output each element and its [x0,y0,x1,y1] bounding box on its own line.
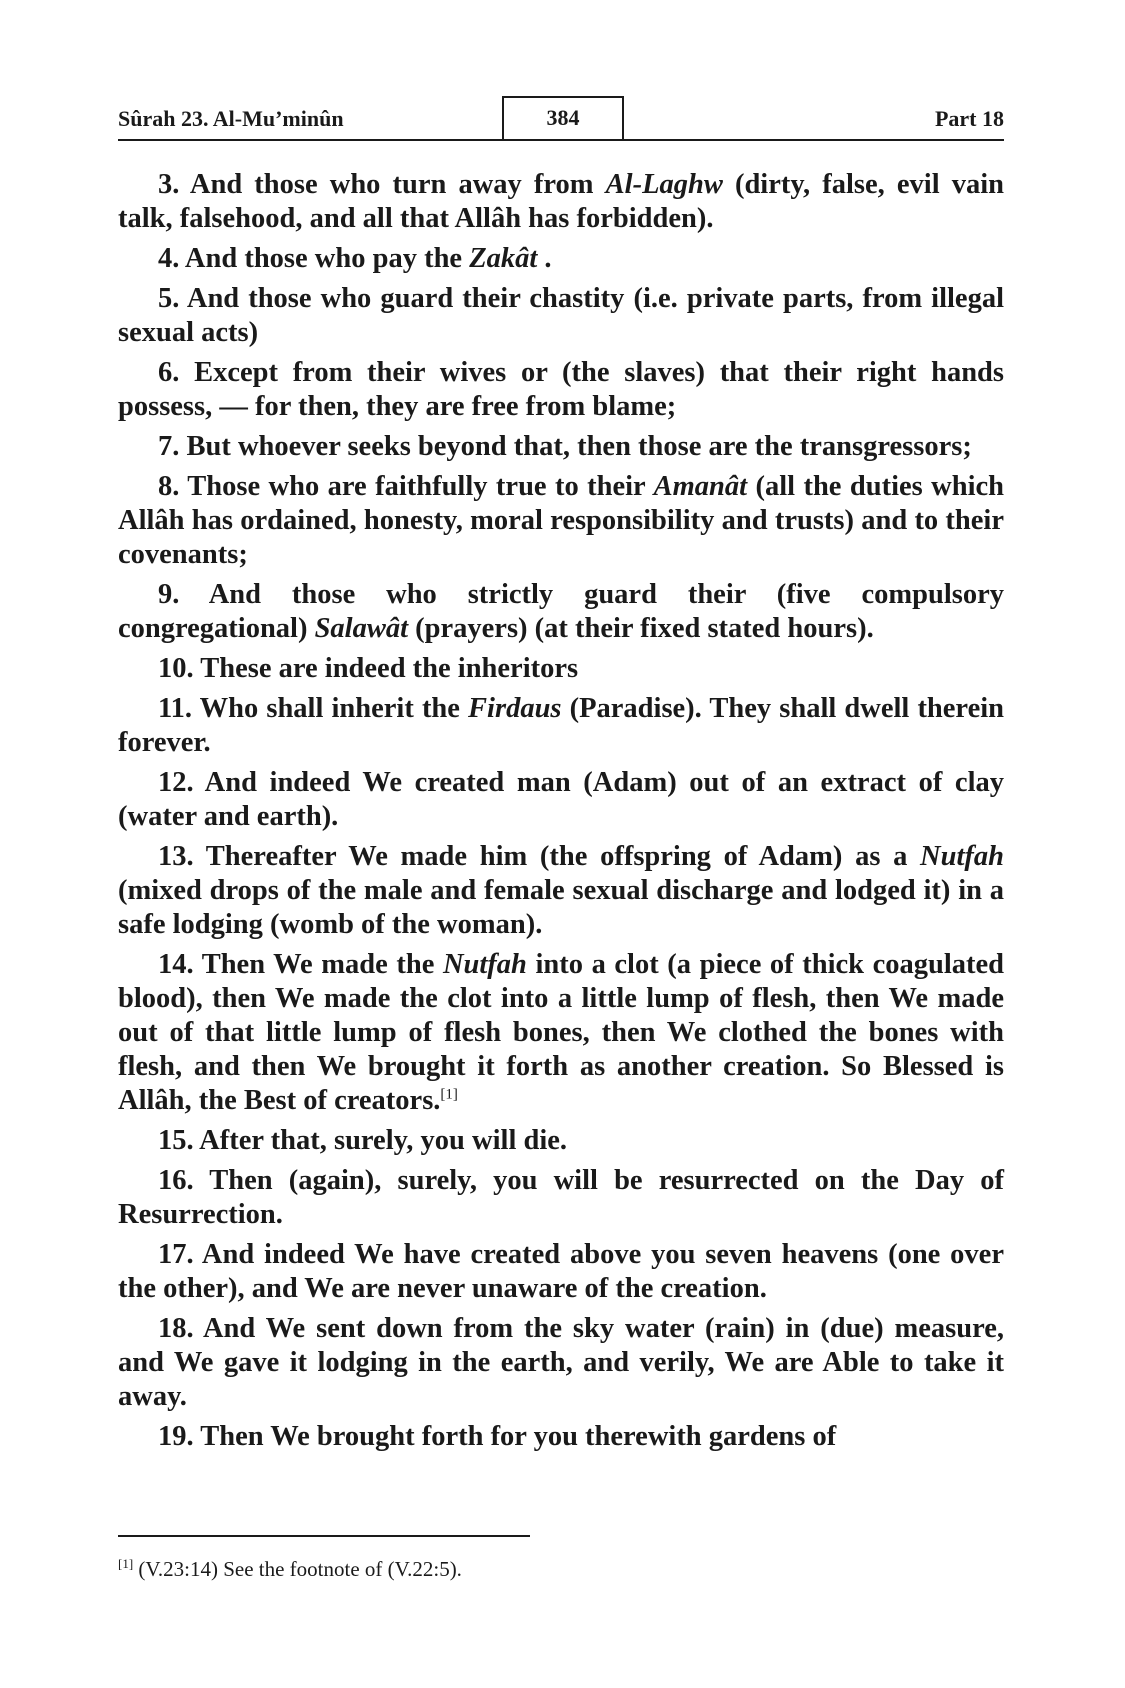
verse-19: 19. Then We brought forth for you therewith gardens of [158,1421,837,1452]
header-rule [118,139,1004,141]
part-label: Part 18 [934,106,1004,131]
footnote [118,1556,462,1582]
verse-3: 3. And those who turn away from Al-Laghw (dirty, false, evil vain talk, falsehood, and all that Allâh has forbidden). [118,169,1005,234]
verse-15: 15. After that, surely, you will die. [158,1125,568,1156]
verse-5: 5. And those who guard their chastity (i.e. private parts, from illegal sexual acts) [118,283,1004,348]
verse-12: 12. And indeed We created man (Adam) out of an extract of clay (water and earth). [118,767,1004,832]
verse-4: 4. And those who pay the Zakât . [158,243,552,274]
verse-13: 13. Thereafter We made him (the offspring of Adam) as a Nutfah (mixed drops of the male and female sexual discharge and lodged it) in a safe lodging (womb of the woman). [118,841,1004,940]
verse-6: 6. Except from their wives or (the slaves) that their right hands possess, — for then, they are free from blame; [118,357,1004,422]
page-number: 384 [502,96,624,140]
verse-9: 9. And those who strictly guard their (five compulsory congregational) Salawât (prayers) (at their fixed stated hours). [118,579,1004,644]
verse-17: 17. And indeed We have created above you seven heavens (one over the other), and We are never unaware of the creation. [118,1239,1004,1304]
page-header [118,96,1004,142]
verse-7: 7. But whoever seeks beyond that, then those are the transgressors; [158,431,972,462]
verse-text [118,168,1004,1460]
verse-14: 14. Then We made the Nutfah into a clot (a piece of thick coagulated blood), then We made the clot into a little lump of flesh, then We made out of that little lump of flesh bones, then We clothed the bones with flesh, and then We brought it forth as another creation. So Blessed is Allâh, the Best of creators.[1] [118,949,1004,1116]
verse-8: 8. Those who are faithfully true to their Amanât (all the duties which Allâh has ordained, honesty, moral responsibility and trusts) and to their covenants; [118,471,1004,570]
footnote-marker: [1] [118,1556,134,1571]
verse-11: 11. Who shall inherit the Firdaus (Paradise). They shall dwell therein forever. [118,693,1004,758]
surah-title: Sûrah 23. Al-Mu’minûn [118,106,344,131]
footnote-text: (V.23:14) See the footnote of (V.22:5). [133,1557,462,1581]
footnote-divider [118,1535,530,1537]
verse-16: 16. Then (again), surely, you will be resurrected on the Day of Resurrection. [118,1165,1004,1230]
footnote-reference[interactable]: [1] [440,1086,458,1103]
verse-10: 10. These are indeed the inheritors [158,653,579,684]
verse-18: 18. And We sent down from the sky water (rain) in (due) measure, and We gave it lodging in the earth, and verily, We are Able to take it away. [118,1313,1004,1412]
